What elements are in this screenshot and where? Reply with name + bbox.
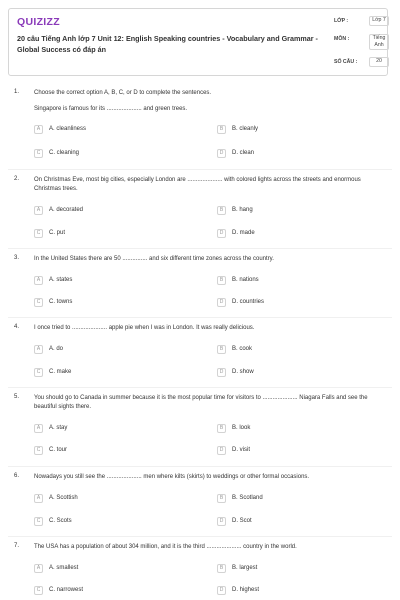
question-text: On Christmas Eve, most big cities, especially London are ..................... with colored lights across the streets and enormous Christmas trees.	[34, 177, 361, 192]
option-letter: D	[217, 446, 226, 455]
option-text: B. Scotland	[232, 495, 263, 501]
option-text: D. highest	[232, 587, 260, 593]
option-letter: B	[217, 125, 226, 134]
option-letter: D	[217, 586, 226, 595]
option-letter: A	[34, 424, 43, 433]
option-letter: C	[34, 149, 43, 158]
option-text: B. look	[232, 425, 251, 431]
option-text: B. nations	[232, 277, 259, 283]
grade-label: LỚP :	[334, 18, 349, 24]
option-text: B. largest	[232, 565, 258, 571]
option-text: A. smallest	[49, 565, 79, 571]
question-divider	[8, 169, 392, 170]
option-text: C. tour	[49, 447, 68, 453]
question-divider	[8, 387, 392, 388]
question-text: You should go to Canada in summer because it is the most popular time for visitors to ..................... Niagara Falls and see the beautiful sights there.	[34, 395, 368, 410]
question-text: In the United States there are 50 ............... and six different time zones across the country.	[34, 256, 274, 262]
option-text: B. cook	[232, 346, 253, 352]
question-number: 7.	[14, 543, 20, 549]
question-number: 5.	[14, 394, 20, 400]
question-text: I once tried to ..................... apple pie when I was in London. It was really delicious.	[34, 325, 255, 331]
option-text: B. cleanly	[232, 126, 259, 132]
worksheet-header	[8, 8, 388, 76]
question-divider	[8, 466, 392, 467]
option-letter: D	[217, 517, 226, 526]
option-letter: A	[34, 494, 43, 503]
option-letter: C	[34, 368, 43, 377]
option-text: C. Scots	[49, 518, 72, 524]
option-text: A. decorated	[49, 207, 84, 213]
option-letter: C	[34, 517, 43, 526]
question-number: 6.	[14, 473, 20, 479]
question-divider	[8, 317, 392, 318]
option-text: C. narrowest	[49, 587, 84, 593]
option-letter: A	[34, 345, 43, 354]
option-text: A. stay	[49, 425, 68, 431]
question-number: 1.	[14, 89, 20, 95]
question-number: 4.	[14, 324, 20, 330]
option-text: C. cleaning	[49, 150, 80, 156]
option-letter: B	[217, 424, 226, 433]
option-text: D. countries	[232, 299, 265, 305]
question-number: 3.	[14, 255, 20, 261]
option-text: C. towns	[49, 299, 73, 305]
option-letter: C	[34, 298, 43, 307]
question-text: Choose the correct option A, B, C, or D to complete the sentences.	[34, 90, 212, 96]
option-letter: B	[217, 345, 226, 354]
option-text: A. do	[49, 346, 64, 352]
option-letter: B	[217, 206, 226, 215]
option-text: A. states	[49, 277, 73, 283]
question-number: 2.	[14, 176, 20, 182]
option-letter: C	[34, 586, 43, 595]
option-text: D. Scot	[232, 518, 252, 524]
option-text: B. hang	[232, 207, 253, 213]
option-letter: B	[217, 276, 226, 285]
question-text: Nowadays you still see the ..................... men where kilts (skirts) to weddings or other formal occasions.	[34, 474, 310, 480]
option-letter: D	[217, 368, 226, 377]
option-letter: B	[217, 564, 226, 573]
question-divider	[8, 248, 392, 249]
option-letter: B	[217, 494, 226, 503]
option-text: D. made	[232, 230, 255, 236]
option-letter: C	[34, 229, 43, 238]
option-letter: D	[217, 149, 226, 158]
quizizz-logo: QUIZIZZ	[17, 16, 60, 28]
subject-value: Tiếng Anh	[369, 34, 389, 50]
option-letter: D	[217, 229, 226, 238]
grade-value: Lớp 7	[369, 16, 389, 26]
option-letter: A	[34, 125, 43, 134]
option-text: C. make	[49, 369, 72, 375]
option-letter: A	[34, 276, 43, 285]
option-letter: C	[34, 446, 43, 455]
option-letter: D	[217, 298, 226, 307]
option-text: D. show	[232, 369, 254, 375]
option-text: D. visit	[232, 447, 250, 453]
question-subtext: Singapore is famous for its ..................... and green trees.	[34, 106, 188, 112]
option-letter: A	[34, 206, 43, 215]
option-text: A. cleanliness	[49, 126, 87, 132]
option-text: C. put	[49, 230, 66, 236]
option-text: D. clean	[232, 150, 255, 156]
question-count-value: 20	[369, 57, 389, 67]
option-letter: A	[34, 564, 43, 573]
worksheet-title: 20 câu Tiếng Anh lớp 7 Unit 12: English Speaking countries - Vocabulary and Grammar - Global Success có đáp án	[17, 34, 318, 54]
question-divider	[8, 536, 392, 537]
option-text: A. Scottish	[49, 495, 78, 501]
question-text: The USA has a population of about 304 million, and it is the third ..................... country in the world.	[34, 544, 297, 550]
subject-label: MÔN :	[334, 36, 350, 42]
question-count-label: SỐ CÂU :	[334, 59, 358, 65]
